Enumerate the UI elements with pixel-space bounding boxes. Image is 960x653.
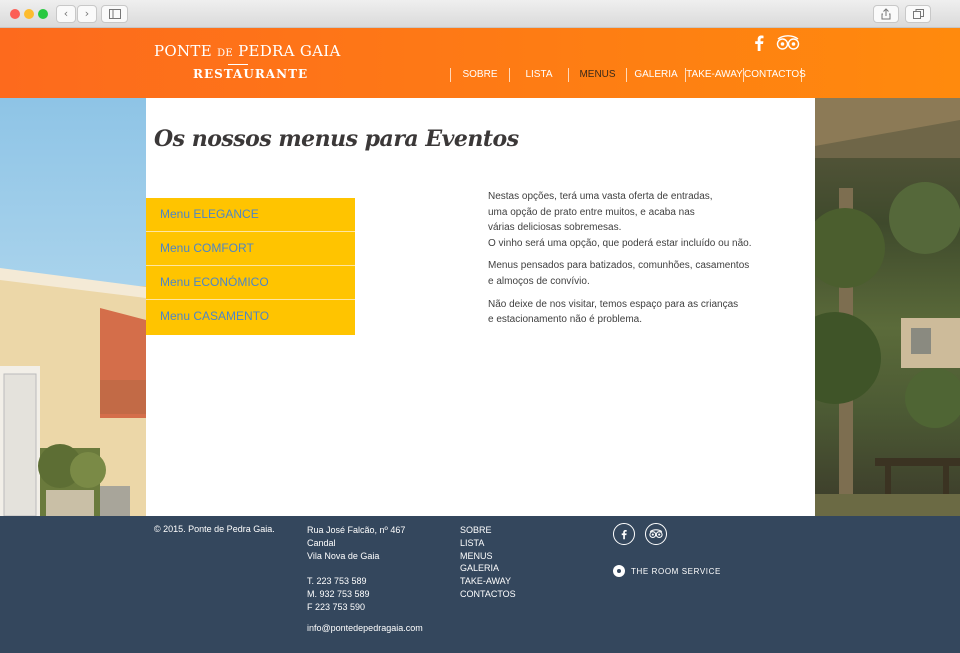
chevron-right-icon: › [84, 7, 90, 20]
zoom-window-button[interactable] [38, 9, 48, 19]
menu-list [146, 198, 355, 335]
facebook-icon [754, 35, 764, 51]
main-content [146, 98, 815, 516]
footer-nav [460, 524, 516, 601]
logo-word-de: DE [217, 48, 233, 59]
footer-link-menus[interactable]: MENUS [460, 550, 493, 561]
logo-word-pedra-gaia: PEDRA GAIA [238, 42, 341, 60]
menu-elegance-link[interactable]: Menu ELEGANCE [146, 198, 355, 232]
building-photo [0, 98, 146, 516]
description-paragraph: Nestas opções, terá uma vasta oferta de entradas, uma opção de prato entre muitos, e acaba nas várias deliciosas sobremesas. O vinho será uma opção, que poderá estar incluído ou não. [488, 191, 752, 249]
back-button[interactable] [56, 5, 76, 23]
footer-facebook-link[interactable] [613, 523, 635, 545]
agency-credit-link[interactable] [613, 565, 721, 577]
website [0, 28, 960, 653]
menu-comfort-link[interactable]: Menu COMFORT [146, 232, 355, 266]
sidebar-icon [109, 9, 121, 19]
chevron-left-icon: ‹ [63, 7, 69, 20]
garden-illustration [815, 98, 960, 516]
description-paragraph: Menus pensados para batizados, comunhões, casamentos e almoços de convívio. [488, 260, 750, 287]
logo[interactable] [154, 42, 341, 60]
address-line: Rua José Falcão, nº 467 [307, 525, 406, 535]
close-window-button[interactable] [10, 9, 20, 19]
tripadvisor-link[interactable] [776, 35, 800, 55]
phone-number: T. 223 753 589 [307, 576, 367, 587]
footer-link-lista[interactable]: LISTA [460, 537, 485, 548]
fax-number: F 223 753 590 [307, 601, 366, 612]
sidebar-button[interactable] [101, 5, 128, 23]
copyright-text: © 2015. Ponte de Pedra Gaia. [154, 524, 275, 534]
footer-link-contactos[interactable]: CONTACTOS [460, 588, 516, 599]
nav-item-take-away[interactable]: TAKE-AWAY [686, 69, 743, 80]
tripadvisor-icon [649, 529, 663, 539]
logo-word-ponte: PONTE [154, 42, 212, 60]
menu-casamento-link[interactable]: Menu CASAMENTO [146, 300, 355, 335]
facebook-link[interactable] [754, 35, 764, 55]
menu-economico-link[interactable]: Menu ECONÓMICO [146, 266, 355, 300]
tripadvisor-icon [776, 35, 800, 51]
logo-subtitle: RESTAURANTE [193, 67, 309, 81]
agency-credit-text: THE ROOM SERVICE [631, 566, 721, 576]
nav-item-galeria[interactable]: GALERIA [626, 68, 685, 82]
minimize-window-button[interactable] [24, 9, 34, 19]
footer-link-galeria[interactable]: GALERIA [460, 563, 500, 574]
page-title: Os nossos menus para Eventos [154, 126, 519, 152]
building-illustration [0, 98, 146, 516]
email-link[interactable]: info@pontedepedragaia.com [307, 622, 423, 633]
main-nav [450, 68, 806, 82]
tabs-button[interactable] [905, 5, 931, 23]
footer-link-sobre[interactable]: SOBRE [460, 525, 492, 535]
nav-item-contactos[interactable]: CONTACTOS [744, 69, 806, 80]
site-header [0, 28, 960, 98]
address-line: Candal [307, 537, 336, 548]
tabs-icon [913, 9, 924, 19]
garden-photo [815, 98, 960, 516]
nav-item-menus[interactable]: MENUS [568, 68, 626, 82]
footer-link-take-away[interactable]: TAKE-AWAY [460, 576, 512, 587]
footer-social [613, 523, 667, 545]
facebook-icon [621, 529, 627, 540]
mobile-number: M. 932 753 589 [307, 588, 370, 599]
contact-info [307, 524, 423, 634]
share-button[interactable] [873, 5, 899, 23]
browser-toolbar [0, 0, 960, 28]
room-service-logo-icon [613, 565, 625, 577]
footer-tripadvisor-link[interactable] [645, 523, 667, 545]
nav-item-lista[interactable]: LISTA [509, 68, 568, 82]
description-paragraph: Não deixe de nos visitar, temos espaço para as crianças e estacionamento não é problema. [488, 298, 739, 326]
share-icon [881, 8, 891, 20]
logo-divider [228, 64, 248, 65]
address-line: Vila Nova de Gaia [307, 550, 380, 561]
forward-button[interactable] [77, 5, 97, 23]
site-footer [0, 516, 960, 653]
nav-item-sobre[interactable]: SOBRE [450, 68, 509, 82]
menus-description [488, 189, 788, 335]
